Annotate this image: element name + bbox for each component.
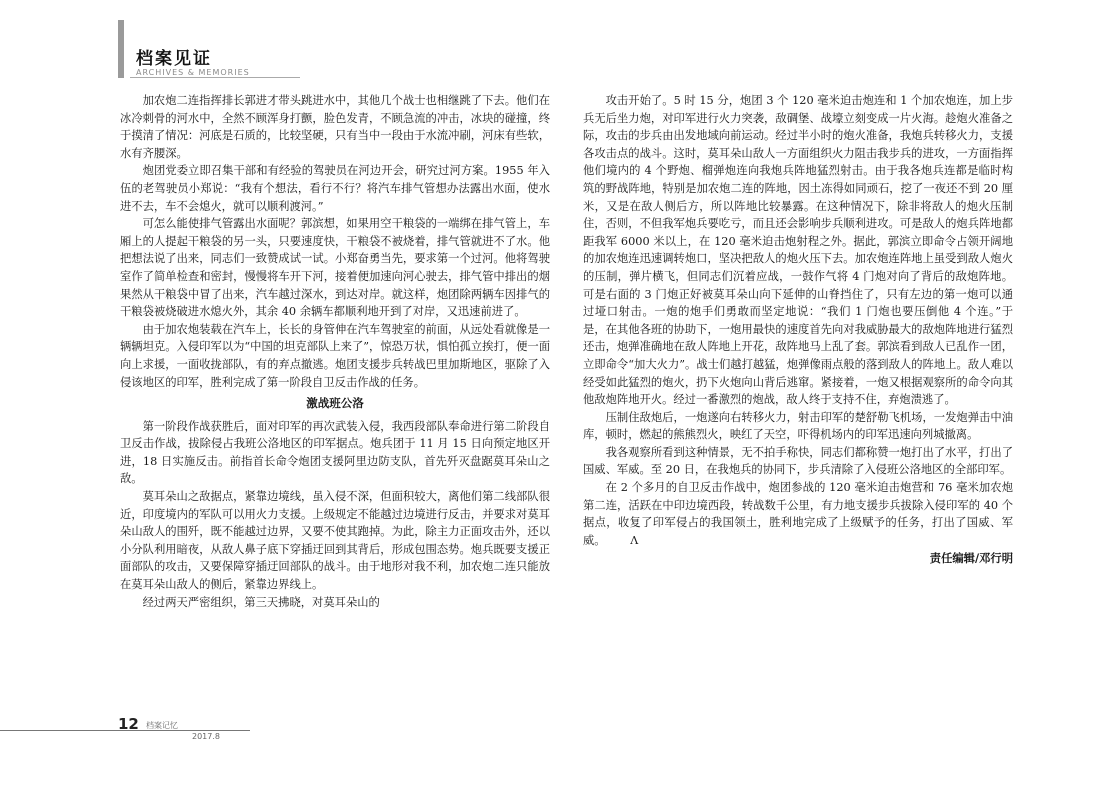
page-number: 12 [118, 715, 139, 733]
issue-date: 2017.8 [192, 732, 220, 741]
paragraph: 莫耳朵山之敌据点，紧靠边境线，虽入侵不深，但面积较大，离他们第二线部队很近，印度境内的军队可以用火力支援。上级规定不能越过边境进行反击，并要求对莫耳朵山敌人的围歼，既不能越过边界，又要不使其跑掉。为此，除主力正面攻击外，还以小分队利用暗夜，从敌人鼻子底下穿插迂回到其背后，形成包围态势。炮兵既要支援正面部队的攻击，又要保障穿插迂回部队的战斗。由于地形对我不利，加农炮二连只能放在莫耳朵山敌人的侧后，紧靠边界线上。 [120, 490, 550, 592]
header-divider [130, 77, 300, 78]
paragraph: 加农炮二连指挥排长郭进才带头跳进水中，其他几个战士也相继跳了下去。他们在冰冷刺骨的河水中，全然不顾浑身打颤，脸色发青，不顾急流的冲击，冰块的碰撞，终于摸清了情况：河底是石质的，比较坚硬，只有当中一段由于水流冲刷，河床有些软，水有齐腰深。 [120, 94, 550, 160]
header-accent-bar [118, 20, 124, 78]
magazine-name: 档案记忆 [146, 721, 178, 730]
paragraph: 可怎么能使排气管露出水面呢？郭滨想，如果用空干粮袋的一端绑在排气管上，车厢上的人提起干粮袋的另一头，只要速度快，干粮袋不被烧着，排气管就进不了水。他把想法说了出来，同志们一致赞成试一试。小郑奋勇当先，要求第一个过河。他将驾驶室作了简单检查和密封，慢慢将车开下河，接着便加速向河心驶去，排气管中排出的烟果然从干粮袋中冒了出来，汽车越过深水，到达对岸。就这样，炮团除两辆车因排气的干粮袋被烧破进水熄火外，其余 40 余辆车都顺利地开到了对岸，又迅速前进了。 [120, 217, 550, 319]
paragraph: 炮团党委立即召集干部和有经验的驾驶员在河边开会，研究过河方案。1955 年入伍的老驾驶员小郑说：“我有个想法，看行不行？将汽车排气管想办法露出水面，使水进不去，车不会熄火，就可以顺利渡河。” [120, 164, 550, 213]
paragraph: 由于加农炮装载在汽车上，长长的身管伸在汽车驾驶室的前面，从远处看就像是一辆辆坦克。入侵印军以为“中国的坦克部队上来了”，惊恐万状，惧怕孤立挨打，便一面向上求援，一面收拢部队，有的弃点撤逃。炮团支援步兵转战巴里加斯地区，驱除了入侵该地区的印军，胜利完成了第一阶段自卫反击作战的任务。 [120, 322, 550, 389]
section-heading: 激战班公洛 [306, 396, 364, 411]
editor-credit: 责任编辑/邓行明 [929, 552, 1013, 566]
article-left-column [120, 92, 550, 611]
paragraph: 经过两天严密组织，第三天拂晓，对莫耳朵山的 [142, 595, 380, 609]
article-right-column [583, 92, 1013, 568]
paragraph: 攻击开始了。5 时 15 分，炮团 3 个 120 毫米迫击炮连和 1 个加农炮连，加上步兵无后坐力炮，对印军进行火力突袭，敌碉堡、战壕立刻变成一片火海。趁炮火准备之际，攻击的步兵由出发地域向前运动。经过半小时的炮火准备，我炮兵转移火力，支援各攻击点的战斗。这时，莫耳朵山敌人一方面组织火力阻击我步兵的进攻，一方面指挥他们境内的 4 个野炮、榴弹炮连向我炮兵阵地猛烈射击。由于我各炮兵连都是临时构筑的野战阵地，特别是加农炮二连的阵地，因土冻得如同顽石，挖了一夜还不到 20 厘米，又是在敌人侧后方，所以阵地比较暴露。在这种情况下，除非将敌人的炮火压制住，否则，不但我军炮兵要吃亏，而且还会影响步兵顺利进攻。可是敌人的炮兵阵地都距我军 6000 米以上，在 120 毫米迫击炮射程之外。据此，郭滨立即命令占领开阔地的加农炮连迅速调转炮口，坚决把敌人的炮火压下去。加农炮连阵地上虽受到敌人炮火的压制，弹片横飞，但同志们沉着应战，一鼓作气将 4 门炮对向了背后的敌炮阵地。可是右面的 3 门炮正好被莫耳朵山向下延伸的山脊挡住了，只有左边的第一炮可以通过垭口射击。一炮的炮手们勇敢而坚定地说：“我们 1 门炮也要压倒他 4 个连。”于是，在其他各班的协助下，一炮用最快的速度首先向对我威胁最大的敌炮阵地进行猛烈还击，炮弹准确地在敌人阵地上开花，敌阵地马上乱了套。郭滨看到敌人已乱作一团，立即命令“加大火力”。战士们越打越猛，炮弹像雨点般的落到敌人的阵地上。敌人难以经受如此猛烈的炮火，扔下火炮向山背后逃窜。紧接着，一炮又根据观察所的命令向其他敌炮阵地开火。经过一番激烈的炮战，敌人终于支持不住，弃炮溃逃了。 [583, 94, 1013, 407]
paragraph-text: 在 2 个多月的自卫反击作战中，炮团参战的 120 毫米迫击炮营和 76 毫米加农炮第二连，活跃在中印边境西段，转战数千公里，有力地支援步兵拔除入侵印军的 40 个据点，收复了印军侵占的我国领土，胜利地完成了上级赋予的任务，打出了国威、军威。 [583, 481, 1013, 547]
end-mark-icon: Λ [630, 533, 639, 547]
section-title: 档案见证 [136, 49, 212, 69]
section-subtitle: ARCHIVES & MEMORIES [136, 68, 250, 77]
paragraph [583, 479, 1013, 549]
paragraph: 我各观察所看到这种情景，无不拍手称快，同志们都称赞一炮打出了水平，打出了国威、军威。至 20 日，在我炮兵的协同下，步兵清除了入侵班公洛地区的全部印军。 [583, 445, 1013, 477]
paragraph: 压制住敌炮后，一炮遂向右转移火力，射击印军的楚舒勒飞机场，一发炮弹击中油库，顿时，燃起的熊熊烈火，映红了天空，吓得机场内的印军迅速向列城撤离。 [583, 410, 1013, 442]
paragraph: 第一阶段作战获胜后，面对印军的再次武装入侵，我西段部队奉命进行第二阶段自卫反击作战，拔除侵占我班公洛地区的印军据点。炮兵团于 11 月 15 日向预定地区开进，18 日实施反击。前指首长命令炮团支援阿里边防支队，首先歼灭盘踞莫耳朵山之敌。 [120, 419, 550, 486]
